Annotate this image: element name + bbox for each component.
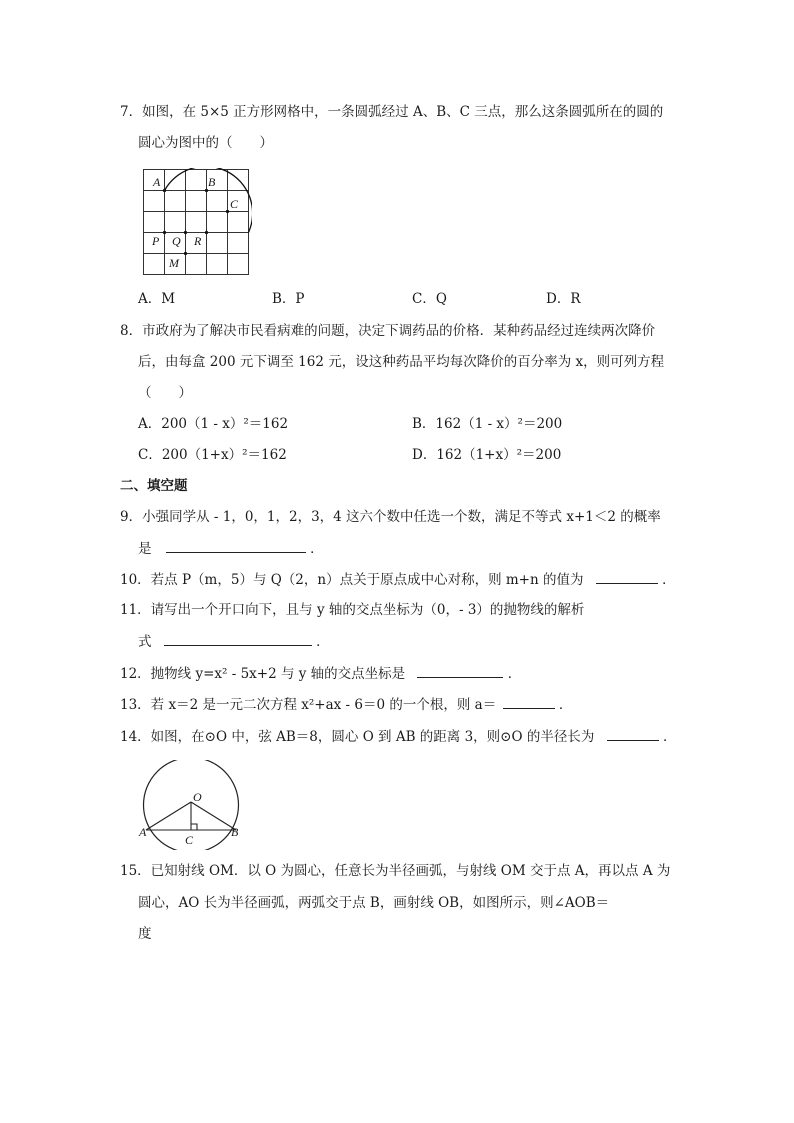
label-M: M	[169, 256, 179, 270]
q10-line: 10．若点 P（m，5）与 Q（2，n）点关于原点成中心对称，则 m+n 的值为 ．	[120, 569, 676, 590]
q7-option-b[interactable]: B．P	[272, 291, 305, 307]
q12-line: 12．抛物线 y=x² - 5x+2 与 y 轴的交点坐标是 ．	[120, 663, 521, 684]
q8-option-d[interactable]: D．162（1+x）²＝200	[412, 447, 562, 463]
q8-line2: 后，由每盒 200 元下调至 162 元，设这种药品平均每次降价的百分率为 x，则可列方程	[138, 354, 665, 370]
q8-line1: 8．市政府为了解决市民看病难的问题，决定下调药品的价格．某种药品经过连续两次降价	[120, 323, 656, 339]
label-O: O	[193, 790, 202, 804]
q9-line1: 9．小强同学从 - 1，0，1，2，3，4 这六个数中任选一个数，满足不等式 x+1＜2 的概率	[120, 509, 661, 525]
q7-option-c[interactable]: C．Q	[412, 291, 447, 307]
q8-line3: （ ）	[138, 385, 192, 401]
q14-answer-blank[interactable]	[607, 726, 659, 741]
q10-answer-blank[interactable]	[596, 569, 658, 584]
q7-option-d[interactable]: D．R	[546, 291, 581, 307]
label-Q: Q	[172, 234, 181, 248]
q15-line2: 圆心，AO 长为半径画弧，两弧交于点 B，画射线 OB，如图所示，则∠AOB＝	[138, 895, 610, 911]
q8-option-b[interactable]: B．162（1 - x）²＝200	[412, 416, 563, 432]
q12-answer-blank[interactable]	[417, 663, 503, 678]
label-A14: A	[139, 825, 147, 839]
q7-option-a[interactable]: A．M	[138, 291, 176, 307]
label-P: P	[152, 234, 160, 248]
q9-answer-blank[interactable]	[166, 538, 306, 553]
q11-line2: 式 ．	[138, 631, 330, 652]
label-C: C	[230, 197, 239, 211]
q9-line2: 是 ．	[138, 538, 324, 559]
q7-line1: 7．如图，在 5×5 正方形网格中，一条圆弧经过 A、B、C 三点，那么这条圆弧所在的圆的	[120, 104, 664, 120]
q13-answer-blank[interactable]	[503, 694, 555, 709]
label-A: A	[153, 175, 161, 189]
label-R: R	[194, 234, 202, 248]
label-B14: B	[231, 825, 239, 839]
q7-grid-figure	[142, 168, 252, 278]
q11-answer-blank[interactable]	[164, 631, 312, 646]
q7-line2: 圆心为图中的（ ）	[138, 135, 273, 151]
label-B: B	[208, 175, 216, 189]
section-title: 二、填空题	[120, 478, 188, 494]
q15-line3: 度	[138, 926, 152, 942]
q8-option-c[interactable]: C．200（1+x）²＝162	[138, 447, 287, 463]
q14-circle-figure	[136, 760, 248, 850]
q13-line: 13．若 x＝2 是一元二次方程 x²+ax - 6＝0 的一个根，则 a＝ ．	[120, 694, 572, 715]
label-C14: C	[185, 833, 194, 847]
q8-option-a[interactable]: A．200（1 - x）²＝162	[138, 416, 289, 432]
q11-line1: 11．请写出一个开口向下，且与 y 轴的交点坐标为（0，- 3）的抛物线的解析	[120, 602, 585, 618]
q14-line: 14．如图，在⊙O 中，弦 AB＝8，圆心 O 到 AB 的距离 3，则⊙O 的半径长为 ．	[120, 726, 676, 747]
q15-line1: 15．已知射线 OM．以 O 为圆心，任意长为半径画弧，与射线 OM 交于点 A，再以点 A 为	[120, 863, 671, 879]
